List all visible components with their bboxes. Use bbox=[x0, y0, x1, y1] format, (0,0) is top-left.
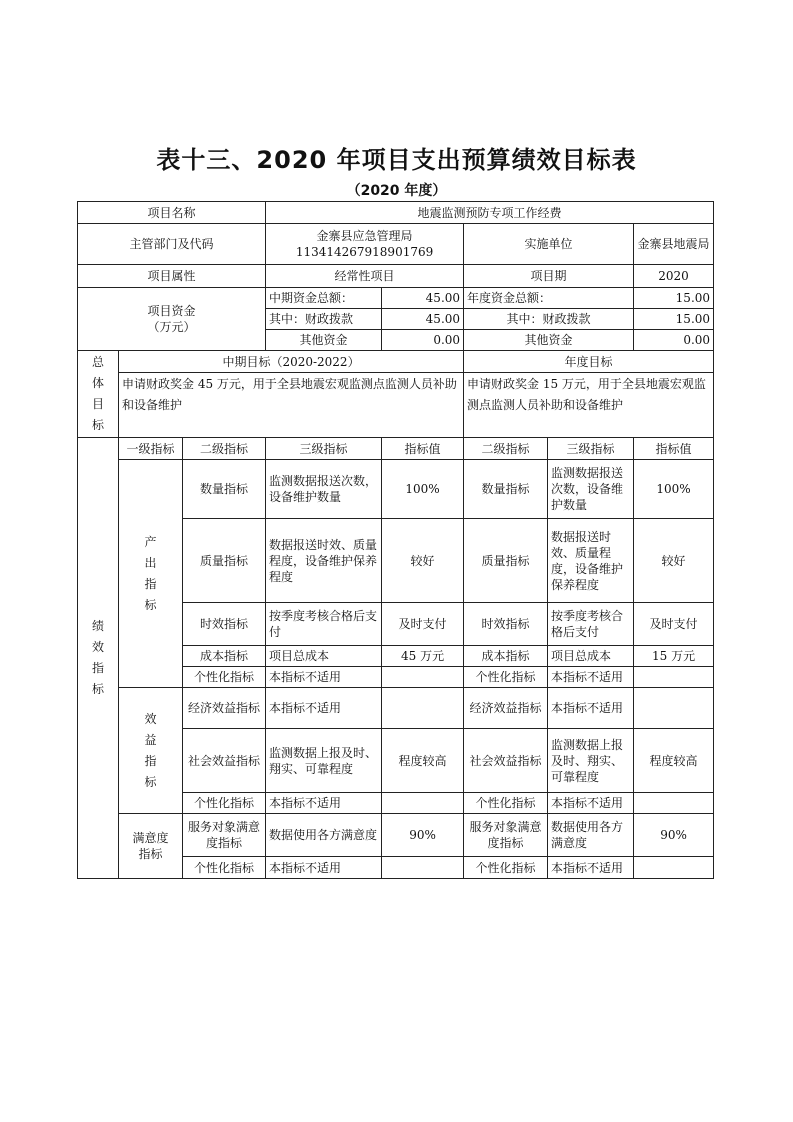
output-custom-mid-l3: 本指标不适用 bbox=[266, 667, 382, 688]
timeliness-year-l2: 时效指标 bbox=[464, 603, 548, 646]
benefit-custom-l2: 个性化指标 bbox=[183, 793, 266, 814]
quantity-year-l2: 数量指标 bbox=[464, 460, 548, 519]
fund-label-line2: （万元） bbox=[147, 320, 196, 334]
year-other-label: 其他资金 bbox=[464, 330, 634, 351]
mid-goal-text: 申请财政奖金 45 万元，用于全县地震宏观监测点监测人员补助和设备维护 bbox=[119, 373, 464, 438]
social-year-val: 程度较高 bbox=[634, 729, 714, 793]
attr-label: 项目属性 bbox=[78, 265, 266, 288]
sat-custom-l2: 个性化指标 bbox=[183, 857, 266, 879]
header-l1: 一级指标 bbox=[119, 438, 183, 460]
service-l2: 服务对象满意度指标 bbox=[183, 814, 266, 857]
dept-code: 113414267918901769 bbox=[295, 245, 434, 259]
header-l3-mid: 三级指标 bbox=[266, 438, 382, 460]
dept-value bbox=[266, 224, 464, 265]
year-goal-text: 申请财政奖金 15 万元，用于全县地震宏观监测点监测人员补助和设备维护 bbox=[464, 373, 714, 438]
timeliness-l2: 时效指标 bbox=[183, 603, 266, 646]
quantity-mid-val: 100% bbox=[382, 460, 464, 519]
mid-total-value: 45.00 bbox=[382, 288, 464, 309]
attr-value: 经常性项目 bbox=[266, 265, 464, 288]
header-l3-year: 三级指标 bbox=[548, 438, 634, 460]
benefit-custom-year-l2: 个性化指标 bbox=[464, 793, 548, 814]
quantity-year-l3: 监测数据报送次数，设备维护数量 bbox=[548, 460, 634, 519]
economic-year-val bbox=[634, 688, 714, 729]
project-name-label: 项目名称 bbox=[78, 202, 266, 224]
dept-name: 金寨县应急管理局 bbox=[316, 229, 413, 243]
output-custom-year-val bbox=[634, 667, 714, 688]
sat-custom-year-l3: 本指标不适用 bbox=[548, 857, 634, 879]
row-goals-text bbox=[78, 373, 714, 438]
impl-value: 金寨县地震局 bbox=[634, 224, 714, 265]
cost-year-val: 15 万元 bbox=[634, 646, 714, 667]
timeliness-mid-val: 及时支付 bbox=[382, 603, 464, 646]
social-l2: 社会效益指标 bbox=[183, 729, 266, 793]
quantity-mid-l3: 监测数据报送次数，设备维护数量 bbox=[266, 460, 382, 519]
page-title: 表十三、2020 年项目支出预算绩效目标表 bbox=[156, 146, 637, 174]
benefit-custom-mid-l3: 本指标不适用 bbox=[266, 793, 382, 814]
header-l2-mid: 二级指标 bbox=[183, 438, 266, 460]
output-custom-l2: 个性化指标 bbox=[183, 667, 266, 688]
service-mid-l3: 数据使用各方满意度 bbox=[266, 814, 382, 857]
sat-custom-year-l2: 个性化指标 bbox=[464, 857, 548, 879]
quality-year-l2: 质量指标 bbox=[464, 519, 548, 603]
service-year-l3: 数据使用各方满意度 bbox=[548, 814, 634, 857]
row-fund-total bbox=[78, 288, 714, 309]
mid-total-label: 中期资金总额： bbox=[266, 288, 382, 309]
header-val-mid: 指标值 bbox=[382, 438, 464, 460]
project-name-value: 地震监测预防专项工作经费 bbox=[266, 202, 714, 224]
year-other-value: 0.00 bbox=[634, 330, 714, 351]
satisfaction-label: 满意度 指标 bbox=[119, 814, 183, 879]
fund-label-line1: 项目资金 bbox=[147, 304, 196, 318]
quantity-year-val: 100% bbox=[634, 460, 714, 519]
mid-fiscal-value: 45.00 bbox=[382, 309, 464, 330]
output-custom-mid-val bbox=[382, 667, 464, 688]
goals-label: 总 体 目 标 bbox=[78, 351, 119, 438]
quality-mid-l3: 数据报送时效、质量程度，设备维护保养程度 bbox=[266, 519, 382, 603]
sat-custom-year-val bbox=[634, 857, 714, 879]
benefit-custom-mid-val bbox=[382, 793, 464, 814]
economic-mid-l3: 本指标不适用 bbox=[266, 688, 382, 729]
header-l2-year: 二级指标 bbox=[464, 438, 548, 460]
dept-label: 主管部门及代码 bbox=[78, 224, 266, 265]
cost-l2: 成本指标 bbox=[183, 646, 266, 667]
service-mid-val: 90% bbox=[382, 814, 464, 857]
quality-mid-val: 较好 bbox=[382, 519, 464, 603]
economic-year-l2: 经济效益指标 bbox=[464, 688, 548, 729]
sat-custom-mid-val bbox=[382, 857, 464, 879]
social-year-l2: 社会效益指标 bbox=[464, 729, 548, 793]
mid-goal-header: 中期目标（2020-2022） bbox=[119, 351, 464, 373]
year-fiscal-value: 15.00 bbox=[634, 309, 714, 330]
page-subtitle: （2020 年度） bbox=[346, 183, 447, 199]
row-department bbox=[78, 224, 714, 265]
cost-year-l2: 成本指标 bbox=[464, 646, 548, 667]
mid-other-label: 其他资金 bbox=[266, 330, 382, 351]
row-attributes bbox=[78, 265, 714, 288]
period-value: 2020 bbox=[634, 265, 714, 288]
quality-l2: 质量指标 bbox=[183, 519, 266, 603]
cost-year-l3: 项目总成本 bbox=[548, 646, 634, 667]
quality-year-l3: 数据报送时效、质量程度，设备维护保养程度 bbox=[548, 519, 634, 603]
social-year-l3: 监测数据上报及时、翔实、可靠程度 bbox=[548, 729, 634, 793]
cost-mid-val: 45 万元 bbox=[382, 646, 464, 667]
header-val-year: 指标值 bbox=[634, 438, 714, 460]
economic-mid-val bbox=[382, 688, 464, 729]
performance-table bbox=[77, 201, 714, 879]
service-year-val: 90% bbox=[634, 814, 714, 857]
row-project-name bbox=[78, 202, 714, 224]
fund-label bbox=[78, 288, 266, 351]
benefit-custom-year-val bbox=[634, 793, 714, 814]
row-perf-header bbox=[78, 438, 714, 460]
timeliness-year-l3: 按季度考核合格后支付 bbox=[548, 603, 634, 646]
year-total-label: 年度资金总额： bbox=[464, 288, 634, 309]
output-custom-year-l3: 本指标不适用 bbox=[548, 667, 634, 688]
benefit-label: 效 益 指 标 bbox=[119, 688, 183, 814]
economic-year-l3: 本指标不适用 bbox=[548, 688, 634, 729]
year-fiscal-label: 其中：财政拨款 bbox=[464, 309, 634, 330]
mid-fiscal-label: 其中：财政拨款 bbox=[266, 309, 382, 330]
output-custom-year-l2: 个性化指标 bbox=[464, 667, 548, 688]
economic-l2: 经济效益指标 bbox=[183, 688, 266, 729]
benefit-custom-year-l3: 本指标不适用 bbox=[548, 793, 634, 814]
output-label: 产 出 指 标 bbox=[119, 460, 183, 688]
cost-mid-l3: 项目总成本 bbox=[266, 646, 382, 667]
impl-label: 实施单位 bbox=[464, 224, 634, 265]
period-label: 项目期 bbox=[464, 265, 634, 288]
mid-other-value: 0.00 bbox=[382, 330, 464, 351]
sat-custom-mid-l3: 本指标不适用 bbox=[266, 857, 382, 879]
timeliness-mid-l3: 按季度考核合格后支付 bbox=[266, 603, 382, 646]
year-total-value: 15.00 bbox=[634, 288, 714, 309]
quantity-l2: 数量指标 bbox=[183, 460, 266, 519]
service-year-l2: 服务对象满意度指标 bbox=[464, 814, 548, 857]
table-row bbox=[78, 460, 714, 519]
year-goal-header: 年度目标 bbox=[464, 351, 714, 373]
social-mid-l3: 监测数据上报及时、翔实、可靠程度 bbox=[266, 729, 382, 793]
social-mid-val: 程度较高 bbox=[382, 729, 464, 793]
perf-label: 绩 效 指 标 bbox=[78, 438, 119, 879]
timeliness-year-val: 及时支付 bbox=[634, 603, 714, 646]
quality-year-val: 较好 bbox=[634, 519, 714, 603]
table-row bbox=[78, 814, 714, 857]
row-goals-header bbox=[78, 351, 714, 373]
table-row bbox=[78, 688, 714, 729]
